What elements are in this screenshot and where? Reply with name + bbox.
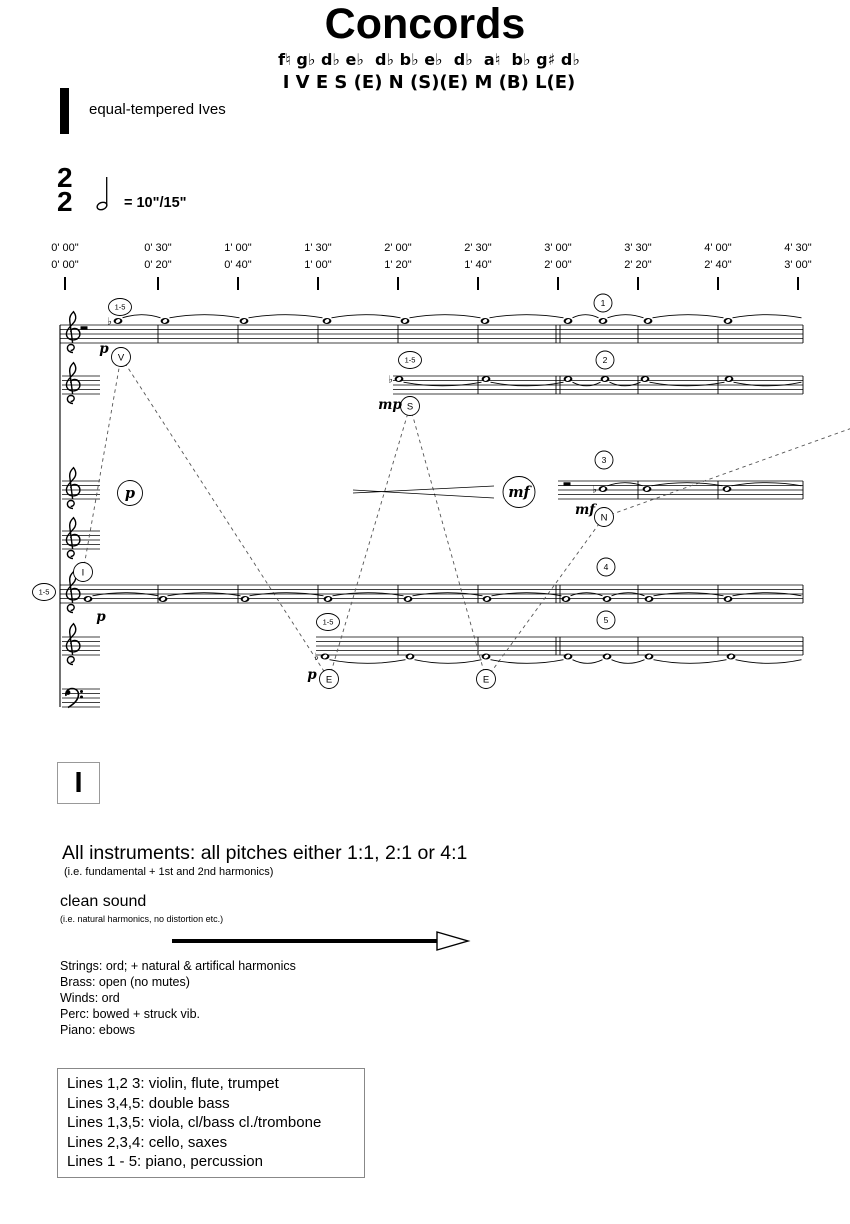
instruction-clean-sound-sub: (i.e. natural harmonics, no distortion etc.): [60, 914, 224, 924]
tie: [736, 660, 802, 664]
half-rest: [564, 482, 571, 485]
tie: [608, 315, 644, 318]
tie: [573, 660, 603, 664]
timeline-lower-label: 2' 40": [704, 258, 732, 271]
dynamic-marking: mp: [378, 397, 402, 413]
treble-clef-icon: [66, 518, 79, 559]
timeline-upper-label: 3' 30": [624, 242, 652, 254]
timeline-tick-mark: [477, 277, 479, 290]
timeline-tick-mark: [317, 277, 319, 290]
circled-letter: S: [406, 401, 414, 413]
instruction-all-instruments: All instruments: all pitches either 1:1, 2:1 or 4:1: [62, 842, 468, 864]
timeline-lower-label: 0' 20": [144, 258, 172, 271]
pitch-row: f♮ g♭ d♭ e♭ d♭ b♭ e♭ d♭ a♮ b♭ g♯ d♭: [278, 50, 580, 69]
timeline-upper-label: 1' 00": [224, 242, 252, 254]
timeline-column: [526, 240, 590, 290]
timeline-upper-label: 4' 30": [784, 242, 812, 254]
treble-clef-icon: [66, 363, 79, 404]
timeline-column: [766, 240, 830, 290]
dynamic-marking: p: [96, 609, 106, 625]
flat-accidental: ♭: [107, 316, 112, 328]
circled-number: 3: [601, 455, 607, 466]
tie: [491, 660, 564, 664]
flat-accidental: ♭: [592, 484, 597, 496]
dynamic-marking: p: [99, 341, 109, 357]
timeline-lower-label: 3' 00": [784, 258, 812, 271]
timeline-lower-label: 2' 00": [544, 258, 572, 271]
timeline-column: [33, 240, 97, 290]
timeline-lower-label: 0' 40": [224, 258, 252, 271]
tie: [123, 315, 161, 318]
circled-range-label: 1-5: [404, 355, 416, 365]
timeline-tick-mark: [64, 277, 66, 290]
timeline-column: [126, 240, 190, 290]
circled-dynamic: p: [124, 485, 136, 503]
movement-label: equal-tempered Ives: [89, 101, 226, 118]
timeline-upper-label: 1' 30": [304, 242, 332, 254]
timeline-upper-label: 3' 00": [544, 242, 572, 254]
timeline-tick-mark: [717, 277, 719, 290]
circled-number: 4: [603, 562, 609, 573]
lines-assignment-box: [57, 1068, 365, 1178]
bass-clef-icon: [80, 690, 83, 693]
section-marker-box: I: [57, 762, 100, 804]
timeline-tick-mark: [237, 277, 239, 290]
circled-range-label: 1-5: [38, 587, 50, 597]
dashed-connector: [601, 428, 850, 517]
lines-box-row: Lines 2,3,4: cello, saxes: [67, 1133, 228, 1151]
circled-dynamic: mf: [508, 484, 530, 502]
circled-letter: E: [325, 674, 333, 686]
half-rest: [81, 326, 88, 329]
timeline-column: [686, 240, 750, 290]
timeline-lower-label: 0' 00": [51, 258, 79, 271]
tie: [653, 315, 724, 318]
timeline-tick-mark: [157, 277, 159, 290]
tie: [573, 315, 599, 318]
timeline-column: [606, 240, 670, 290]
timeline-column: [206, 240, 270, 290]
timeline-lower-label: 2' 20": [624, 258, 652, 271]
circled-range-label: 1-5: [322, 617, 334, 627]
ensemble-line: Brass: open (no mutes): [60, 975, 190, 989]
tie: [654, 660, 727, 664]
lines-box-row: Lines 1,2 3: violin, flute, trumpet: [67, 1075, 279, 1092]
lines-box-row: Lines 3,4,5: double bass: [67, 1094, 230, 1112]
treble-clef-icon: [66, 468, 79, 509]
tie: [733, 315, 802, 318]
dashed-connector: [410, 406, 486, 679]
timeline-upper-label: 4' 00": [704, 242, 732, 254]
timeline-column: [366, 240, 430, 290]
dynamic-marking: p: [307, 667, 317, 683]
timeline-upper-label: 0' 00": [51, 242, 79, 254]
ives-ensemble-letter-row: I V E S (E) N (S)(E) M (B) L(E): [282, 72, 576, 93]
timeline-lower-label: 1' 40": [464, 258, 492, 271]
timeline-tick-mark: [637, 277, 639, 290]
lines-box-row: Lines 1,3,5: viola, cl/bass cl./trombone: [67, 1114, 322, 1131]
timeline-lower-label: 1' 20": [384, 258, 412, 271]
circled-number: 2: [602, 355, 608, 366]
flat-accidental: ♭: [388, 374, 393, 386]
timeline-upper-label: 2' 30": [464, 242, 492, 254]
tie: [612, 660, 645, 664]
timeline-tick-mark: [797, 277, 799, 290]
ensemble-line: Piano: ebows: [60, 1023, 136, 1037]
time-signature-bottom: 2: [57, 186, 73, 217]
hairpin-line: [353, 490, 494, 498]
timeline-tick-mark: [557, 277, 559, 290]
timeline-lower-label: 1' 00": [304, 258, 332, 271]
timeline-upper-label: 0' 30": [144, 242, 172, 254]
movement-numeral-bar: [60, 88, 69, 134]
bass-clef-icon: [66, 690, 71, 695]
time-signature-top: 2: [57, 162, 73, 193]
tie: [330, 660, 406, 664]
flat-accidental: ♭: [314, 652, 319, 663]
tie: [249, 315, 323, 318]
instruction-all-instruments-sub: (i.e. fundamental + 1st and 2nd harmonics): [64, 866, 274, 878]
circled-letter: E: [482, 674, 490, 686]
page-title: Concords: [324, 0, 526, 48]
timeline-tick-mark: [397, 277, 399, 290]
treble-clef-icon: [66, 312, 79, 353]
circled-number: 5: [603, 615, 609, 626]
circled-number: 1: [600, 298, 606, 309]
arrow-head-icon: [437, 932, 468, 950]
timeline-upper-label: 2' 00": [384, 242, 412, 254]
tie: [415, 660, 482, 664]
bass-clef-icon: [80, 696, 83, 699]
circled-letter: V: [117, 352, 125, 364]
dynamic-marking: mf: [574, 502, 596, 518]
hairpin-line: [353, 486, 494, 493]
circled-range-label: 1-5: [114, 302, 126, 312]
lines-box-row: Lines 1 - 5: piano, percussion: [67, 1153, 263, 1170]
timeline-column: [286, 240, 350, 290]
ensemble-line: Strings: ord; + natural & artifical harmonics: [60, 959, 296, 973]
treble-clef-icon: [66, 624, 79, 665]
circled-letter: I: [81, 567, 85, 579]
tie: [410, 315, 481, 318]
instruction-clean-sound: clean sound: [60, 893, 147, 910]
tie: [490, 315, 564, 318]
tie: [332, 315, 401, 318]
ensemble-instruction-list: [60, 958, 296, 1038]
circled-letter: N: [600, 512, 608, 524]
ensemble-line: Perc: bowed + struck vib.: [60, 1007, 200, 1021]
tie: [170, 315, 240, 318]
timeline-column: [446, 240, 510, 290]
ensemble-line: Winds: ord: [60, 991, 120, 1005]
tempo-equation: = 10"/15": [124, 195, 187, 211]
dashed-connector: [121, 357, 329, 679]
